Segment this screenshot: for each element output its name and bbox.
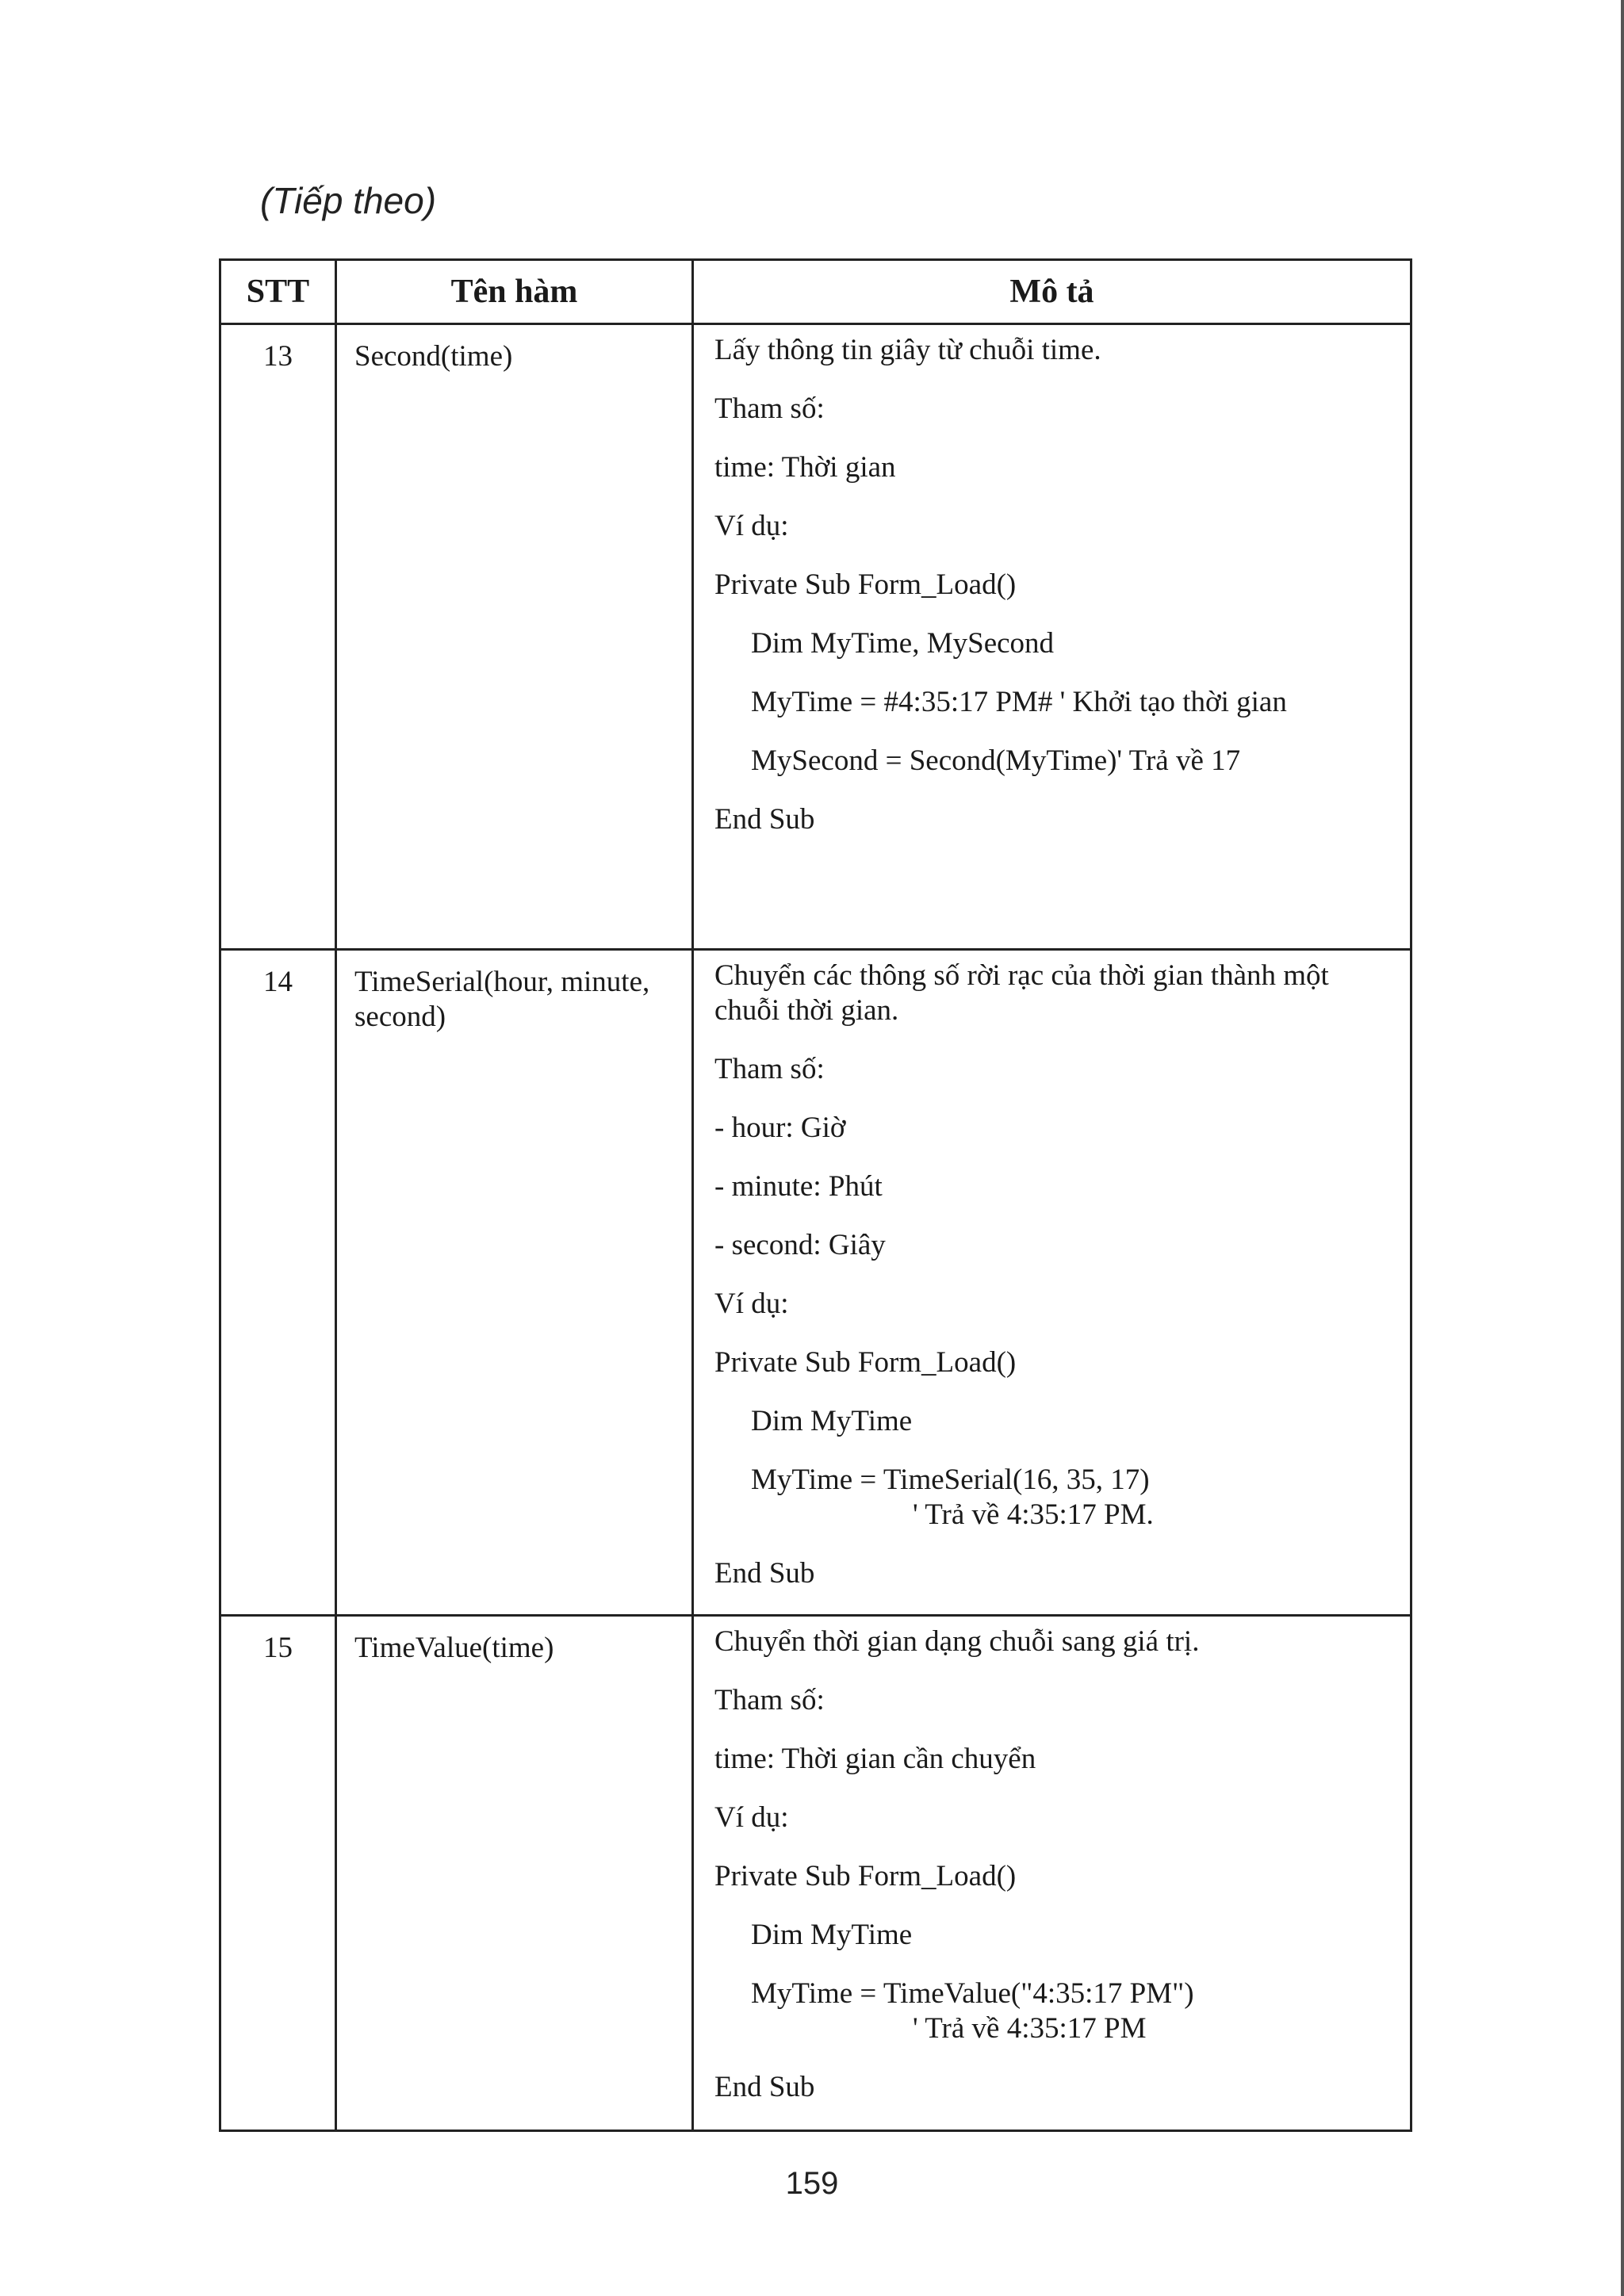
desc-line: - minute: Phút	[714, 1170, 883, 1203]
scan-edge	[1621, 0, 1624, 2296]
header-stt: STT	[220, 260, 336, 324]
desc-line: Private Sub Form_Load()	[714, 1860, 1017, 1892]
row-stt: 14	[220, 950, 336, 1616]
desc-line: Ví dụ:	[714, 1801, 789, 1834]
desc-line: End Sub	[714, 1557, 815, 1590]
desc-line: End Sub	[714, 803, 815, 836]
table-row	[220, 950, 1411, 1616]
row-function-name: TimeValue(time)	[336, 1616, 693, 2131]
code-line: Dim MyTime	[751, 1405, 913, 1437]
row-description	[693, 1616, 1411, 2131]
row-description	[693, 950, 1411, 1616]
function-table	[219, 258, 1412, 2132]
row-stt: 15	[220, 1616, 336, 2131]
desc-line: time: Thời gian	[714, 451, 896, 484]
code-line: Dim MyTime	[751, 1919, 913, 1951]
desc-line: time: Thời gian cần chuyển	[714, 1743, 1036, 1775]
code-comment-line: ' Trả về 4:35:17 PM.	[913, 1498, 1154, 1531]
desc-line: Private Sub Form_Load()	[714, 1346, 1017, 1379]
desc-line: - hour: Giờ	[714, 1112, 846, 1144]
desc-line: Ví dụ:	[714, 1288, 789, 1320]
desc-line: Tham số:	[714, 392, 825, 425]
desc-line: - second: Giây	[714, 1229, 886, 1261]
code-line: MyTime = #4:35:17 PM# ' Khởi tạo thời gian	[751, 686, 1287, 718]
table-header-row	[220, 260, 1411, 324]
desc-line: Private Sub Form_Load()	[714, 568, 1017, 601]
desc-line: Tham số:	[714, 1684, 825, 1716]
code-line: MyTime = TimeValue("4:35:17 PM")	[751, 1977, 1194, 2010]
code-line: MySecond = Second(MyTime)' Trả về 17	[751, 744, 1241, 777]
desc-line: Chuyển thời gian dạng chuỗi sang giá trị.	[714, 1625, 1200, 1658]
desc-line: End Sub	[714, 2071, 815, 2103]
desc-line: Chuyển các thông số rời rạc của thời gian thành một chuỗi thời gian.	[714, 959, 1329, 1027]
table-row	[220, 324, 1411, 950]
code-comment-line: ' Trả về 4:35:17 PM	[913, 2012, 1147, 2045]
desc-line: Ví dụ:	[714, 510, 789, 542]
desc-line: Lấy thông tin giây từ chuỗi time.	[714, 334, 1101, 366]
code-line: Dim MyTime, MySecond	[751, 627, 1055, 660]
row-function-name: TimeSerial(hour, minute, second)	[336, 950, 693, 1616]
continued-label: (Tiếp theo)	[260, 180, 437, 221]
header-function-name: Tên hàm	[336, 260, 693, 324]
desc-line: Tham số:	[714, 1053, 825, 1085]
row-stt: 13	[220, 324, 336, 950]
page-number: 159	[785, 2166, 839, 2201]
code-line: MyTime = TimeSerial(16, 35, 17)	[751, 1464, 1150, 1496]
table-row	[220, 1616, 1411, 2131]
header-description: Mô tả	[693, 260, 1411, 324]
row-function-name: Second(time)	[336, 324, 693, 950]
row-description	[693, 324, 1411, 950]
